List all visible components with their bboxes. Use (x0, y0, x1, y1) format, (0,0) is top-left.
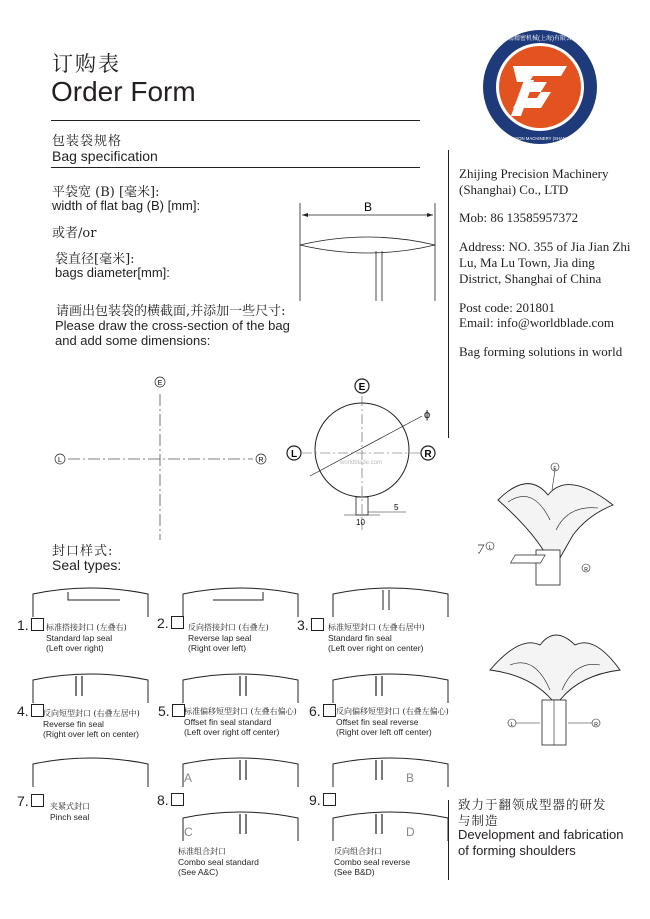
seal-3-label: Standard fin seal (328, 633, 392, 643)
seal-item-3[interactable] (297, 617, 324, 635)
diameter-label-zh: 袋直径[毫米]: (55, 252, 135, 267)
width-label-zh: 平袋宽 (B) [毫米]: (52, 185, 160, 200)
seal-5-number: 5. (158, 703, 170, 719)
seal-8-zh: 标准组合封口 (178, 847, 226, 856)
seal-6-sublabel: (Right over left off center) (336, 727, 432, 737)
seal-2-label: Reverse lap seal (188, 633, 252, 643)
footer-tagline-2: of forming shoulders (458, 843, 576, 858)
l-marker-example: L (290, 449, 298, 460)
seal-7-number: 7. (17, 793, 29, 809)
seal-letter-a: A (184, 771, 193, 785)
phi-label: ϕ (424, 409, 431, 421)
instruction-line-2: and add some dimensions: (55, 333, 211, 348)
company-name-line-1: Zhijing Precision Machinery (459, 166, 609, 181)
seal-letter-b: B (406, 771, 415, 785)
page-title: Order Form (51, 76, 196, 107)
logo-ring-text: ZHIJING PRECISION MACHINERY (SHANGHAI) CO., LTD (483, 136, 597, 141)
seal-1-zh: 标准搭接封口 (左叠右) (46, 623, 127, 632)
seal-8a-drawing (178, 752, 303, 790)
width-b-label: B (363, 200, 373, 214)
seal-letter-c: C (184, 825, 193, 839)
seal-3-zh: 标准短型封口 (左叠右居中) (328, 623, 425, 632)
seal-5-checkbox[interactable] (172, 704, 185, 717)
seal-4-drawing (28, 668, 153, 706)
seal-9-label: Combo seal reverse (334, 857, 411, 867)
seal-3-sublabel: (Left over right on center) (328, 643, 424, 653)
seal-letter-d: D (406, 825, 415, 839)
seal-2-zh: 反向搭接封口 (右叠左) (188, 623, 269, 632)
address-line-2: Lu, Ma Lu Town, Jia ding (459, 255, 595, 270)
slogan: Bag forming solutions in world (459, 344, 623, 359)
instruction-line-1: Please draw the cross-section of the bag (55, 318, 290, 333)
address-line-1: Address: NO. 355 of Jia Jian Zhi (459, 239, 631, 254)
seal-item-1[interactable] (17, 617, 44, 635)
seal-item-2[interactable] (157, 615, 184, 633)
seal-3-number: 3. (297, 617, 309, 633)
width-label: width of flat bag (B) [mm]: (52, 198, 201, 213)
seal-6-checkbox[interactable] (323, 704, 336, 717)
seal-item-4[interactable] (17, 703, 44, 721)
seal-6-drawing (328, 668, 453, 706)
l-marker: L (58, 457, 62, 464)
seal-item-6[interactable] (309, 703, 336, 721)
dim-10-label: 10 (356, 518, 365, 527)
seal-9-checkbox[interactable] (323, 793, 336, 806)
seal-2-sublabel: (Right over left) (188, 643, 247, 653)
seal-9-sublabel: (See B&D) (334, 867, 375, 877)
address-line-3: District, Shanghai of China (459, 271, 602, 286)
seal-7-drawing (28, 752, 153, 790)
blank-cross-section-grid (48, 372, 278, 547)
shoulder-2-r-marker: R (594, 722, 598, 728)
post-code: Post code: 201801 (459, 300, 556, 315)
seal-item-5[interactable] (158, 703, 185, 721)
logo-ring-text-zh: 知精精密机械(上海)有限公司 (502, 36, 578, 42)
seal-1-label: Standard lap seal (46, 633, 113, 643)
seal-5-label: Offset fin seal standard (184, 717, 272, 727)
seal-2-drawing (178, 582, 303, 620)
seal-6-zh: 反向偏移短型封口 (右叠左偏心) (336, 707, 449, 716)
seal-5-sublabel: (Left over right off center) (184, 727, 280, 737)
shoulder-1-r-marker: R (584, 567, 588, 573)
column-divider (448, 150, 449, 438)
dim-5-label: 5 (394, 503, 399, 512)
seal-6-number: 6. (309, 703, 321, 719)
e-marker-example: E (358, 382, 366, 393)
footer-tagline-zh-1: 致力于翻领成型器的研发 (458, 797, 607, 812)
mobile-number: Mob: 86 13585957372 (459, 210, 579, 225)
seal-9d-drawing (328, 806, 453, 844)
or-label: 或者/or (52, 226, 97, 241)
email[interactable]: Email: info@worldblade.com (459, 315, 614, 330)
shoulder-2-l-marker: L (510, 722, 514, 728)
seal-9b-drawing (328, 752, 453, 790)
seal-2-checkbox[interactable] (171, 616, 184, 629)
seal-4-number: 4. (17, 703, 29, 719)
company-name-line-2: (Shanghai) Co., LTD (459, 182, 569, 197)
seal-5-zh: 标准偏移短型封口 (左叠右偏心) (184, 707, 297, 716)
title-divider (51, 120, 420, 121)
seal-4-zh: 反向短型封口 (右叠左居中) (43, 709, 140, 718)
footer-tagline-1: Development and fabrication (458, 827, 624, 842)
page-title-zh: 订购表 (52, 52, 121, 76)
seal-heading: Seal types: (52, 557, 122, 573)
seal-7-label: Pinch seal (50, 812, 90, 822)
seal-8-number: 8. (157, 792, 169, 808)
seal-1-sublabel: (Left over right) (46, 643, 104, 653)
seal-3-checkbox[interactable] (311, 618, 324, 631)
flat-bag-diagram (290, 193, 440, 305)
forming-shoulder-illustration-1 (478, 460, 628, 595)
bag-spec-divider (51, 167, 420, 168)
seal-1-number: 1. (17, 617, 29, 633)
seal-7-zh: 夹紧式封口 (50, 802, 90, 811)
bag-spec-heading: Bag specification (52, 148, 158, 164)
seal-7-checkbox[interactable] (31, 794, 44, 807)
seal-3-drawing (328, 582, 453, 620)
instruction-zh: 请画出包装袋的横截面,并添加一些尺寸: (56, 304, 286, 319)
seal-8-sublabel: (See A&C) (178, 867, 219, 877)
company-logo (481, 28, 599, 146)
seal-1-checkbox[interactable] (31, 618, 44, 631)
seal-9-zh: 反向组合封口 (334, 847, 382, 856)
seal-8-label: Combo seal standard (178, 857, 259, 867)
seal-4-sublabel: (Right over left on center) (43, 729, 139, 739)
seal-9-number: 9. (309, 792, 321, 808)
seal-1-drawing (28, 582, 153, 620)
r-marker: R (258, 457, 264, 464)
shoulder-1-e-marker: E (553, 466, 557, 472)
seal-2-number: 2. (157, 615, 169, 631)
footer-tagline-zh-2: 与制造 (458, 813, 499, 828)
shoulder-1-l-marker: L (488, 545, 492, 551)
seal-6-label: Offset fin seal reverse (336, 717, 419, 727)
seal-4-label: Reverse fin seal (43, 719, 104, 729)
watermark: worldblade.com (340, 460, 383, 466)
diameter-label: bags diameter[mm]: (55, 265, 170, 280)
seal-4-checkbox[interactable] (31, 704, 44, 717)
seal-8-checkbox[interactable] (171, 793, 184, 806)
forming-shoulder-illustration-2 (480, 615, 630, 750)
r-marker-example: R (424, 449, 432, 460)
footer-divider (448, 800, 449, 880)
seal-8c-drawing (178, 806, 303, 844)
e-marker: E (157, 380, 163, 387)
bag-spec-heading-zh: 包装袋规格 (52, 134, 123, 149)
seal-heading-zh: 封口样式: (52, 544, 114, 559)
seal-5-drawing (178, 668, 303, 706)
circle-cross-section-example (282, 372, 447, 532)
seal-item-7[interactable] (17, 793, 44, 811)
